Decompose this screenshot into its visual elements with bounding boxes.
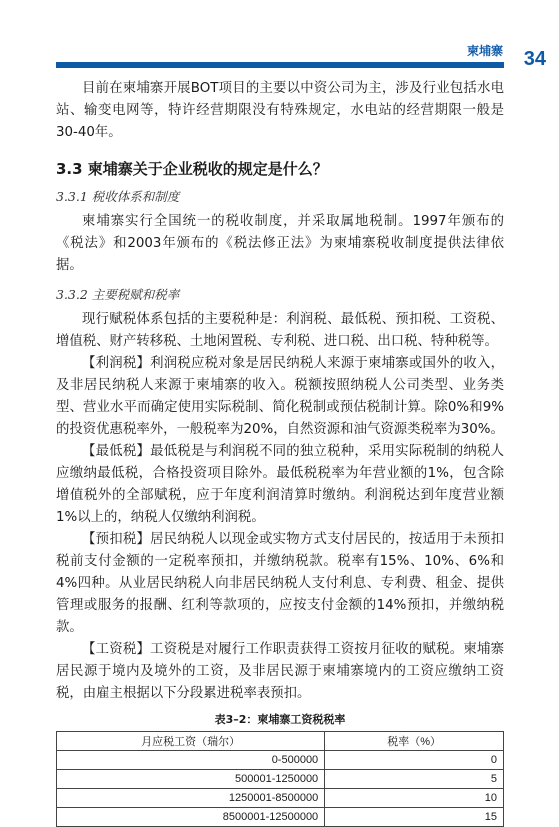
intro-paragraph: 目前在柬埔寨开展BOT项目的主要以中资公司为主，涉及行业包括水电站、输变电网等，特许经营期限没有特殊规定，水电站的经营期限一般是30-40年。 xyxy=(56,81,504,140)
table-row xyxy=(57,770,504,789)
table-header-rate: 税率（%） xyxy=(325,732,504,751)
table-cell-bracket: 1250001-8500000 xyxy=(57,789,325,808)
running-head-title: 柬埔寨 xyxy=(466,44,503,58)
table-caption: 表3–2：柬埔寨工资税税率 xyxy=(214,713,346,726)
tax-system-paragraph: 柬埔寨实行全国统一的税收制度，并采取属地税制。1997年颁布的《税法》和2003年颁布的《税法修正法》为柬埔寨税收制度提供法律依据。 xyxy=(56,214,504,273)
table-cell-bracket: 0-500000 xyxy=(57,751,325,770)
table-cell-bracket: 8500001-12500000 xyxy=(57,808,325,827)
subsection-heading-3-3-1: 3.3.1 税收体系和制度 xyxy=(56,189,180,204)
table-header-salary: 月应税工资（瑞尔） xyxy=(57,732,325,751)
page-number: 34 xyxy=(523,48,546,70)
table-cell-rate: 5 xyxy=(325,770,504,789)
table-cell-rate: 0 xyxy=(325,751,504,770)
salary-tax-paragraph: 【工资税】工资税是对履行工作职责获得工资按月征收的赋税。柬埔寨居民源于境内及境外的工资，及非居民源于柬埔寨境内的工资应缴纳工资税，由雇主根据以下分段累进税率表预扣。 xyxy=(56,642,504,701)
withholding-tax-paragraph: 【预扣税】居民纳税人以现金或实物方式支付居民的，按适用于未预扣税前支付金额的一定税率预扣，并缴纳税款。税率有15%、10%、6%和4%四种。从业居民纳税人向非居民纳税人支付利息、专利费、租金、提供管理或服务的报酬、红利等款项的，应按支付金额的14%预扣，并缴纳税款。 xyxy=(56,532,504,635)
table-row xyxy=(57,808,504,827)
header-rule xyxy=(56,62,504,68)
table-row xyxy=(57,751,504,770)
table-cell-rate: 15 xyxy=(325,808,504,827)
tax-types-paragraph: 现行赋税体系包括的主要税种是：利润税、最低税、预扣税、工资税、增值税、财产转移税、土地闲置税、专利税、进口税、出口税、特种税等。 xyxy=(56,312,504,349)
table-cell-bracket: 500001-1250000 xyxy=(57,770,325,789)
minimum-tax-paragraph: 【最低税】最低税是与利润税不同的独立税种，采用实际税制的纳税人应缴纳最低税，合格投资项目除外。最低税税率为年营业额的1%，包含除增值税外的全部赋税，应于年度利润清算时缴纳。利润税达到年度营业额1%以上的，纳税人仅缴纳利润税。 xyxy=(56,444,504,525)
profit-tax-paragraph: 【利润税】利润税应税对象是居民纳税人来源于柬埔寨或国外的收入，及非居民纳税人来源于柬埔寨的收入。税额按照纳税人公司类型、业务类型、营业水平而确定使用实际税制、简化税制或预估税制计算。除0%和9%的投资优惠税率外，一般税率为20%，自然资源和油气资源类税率为30%。 xyxy=(56,356,504,437)
table-header-row xyxy=(57,732,504,751)
section-heading-3-3: 3.3 柬埔寨关于企业税收的规定是什么？ xyxy=(56,160,328,178)
page-content xyxy=(56,78,504,827)
subsection-heading-3-3-2: 3.3.2 主要税赋和税率 xyxy=(56,287,180,302)
table-row xyxy=(57,789,504,808)
salary-tax-table xyxy=(56,731,504,827)
table-cell-rate: 10 xyxy=(325,789,504,808)
